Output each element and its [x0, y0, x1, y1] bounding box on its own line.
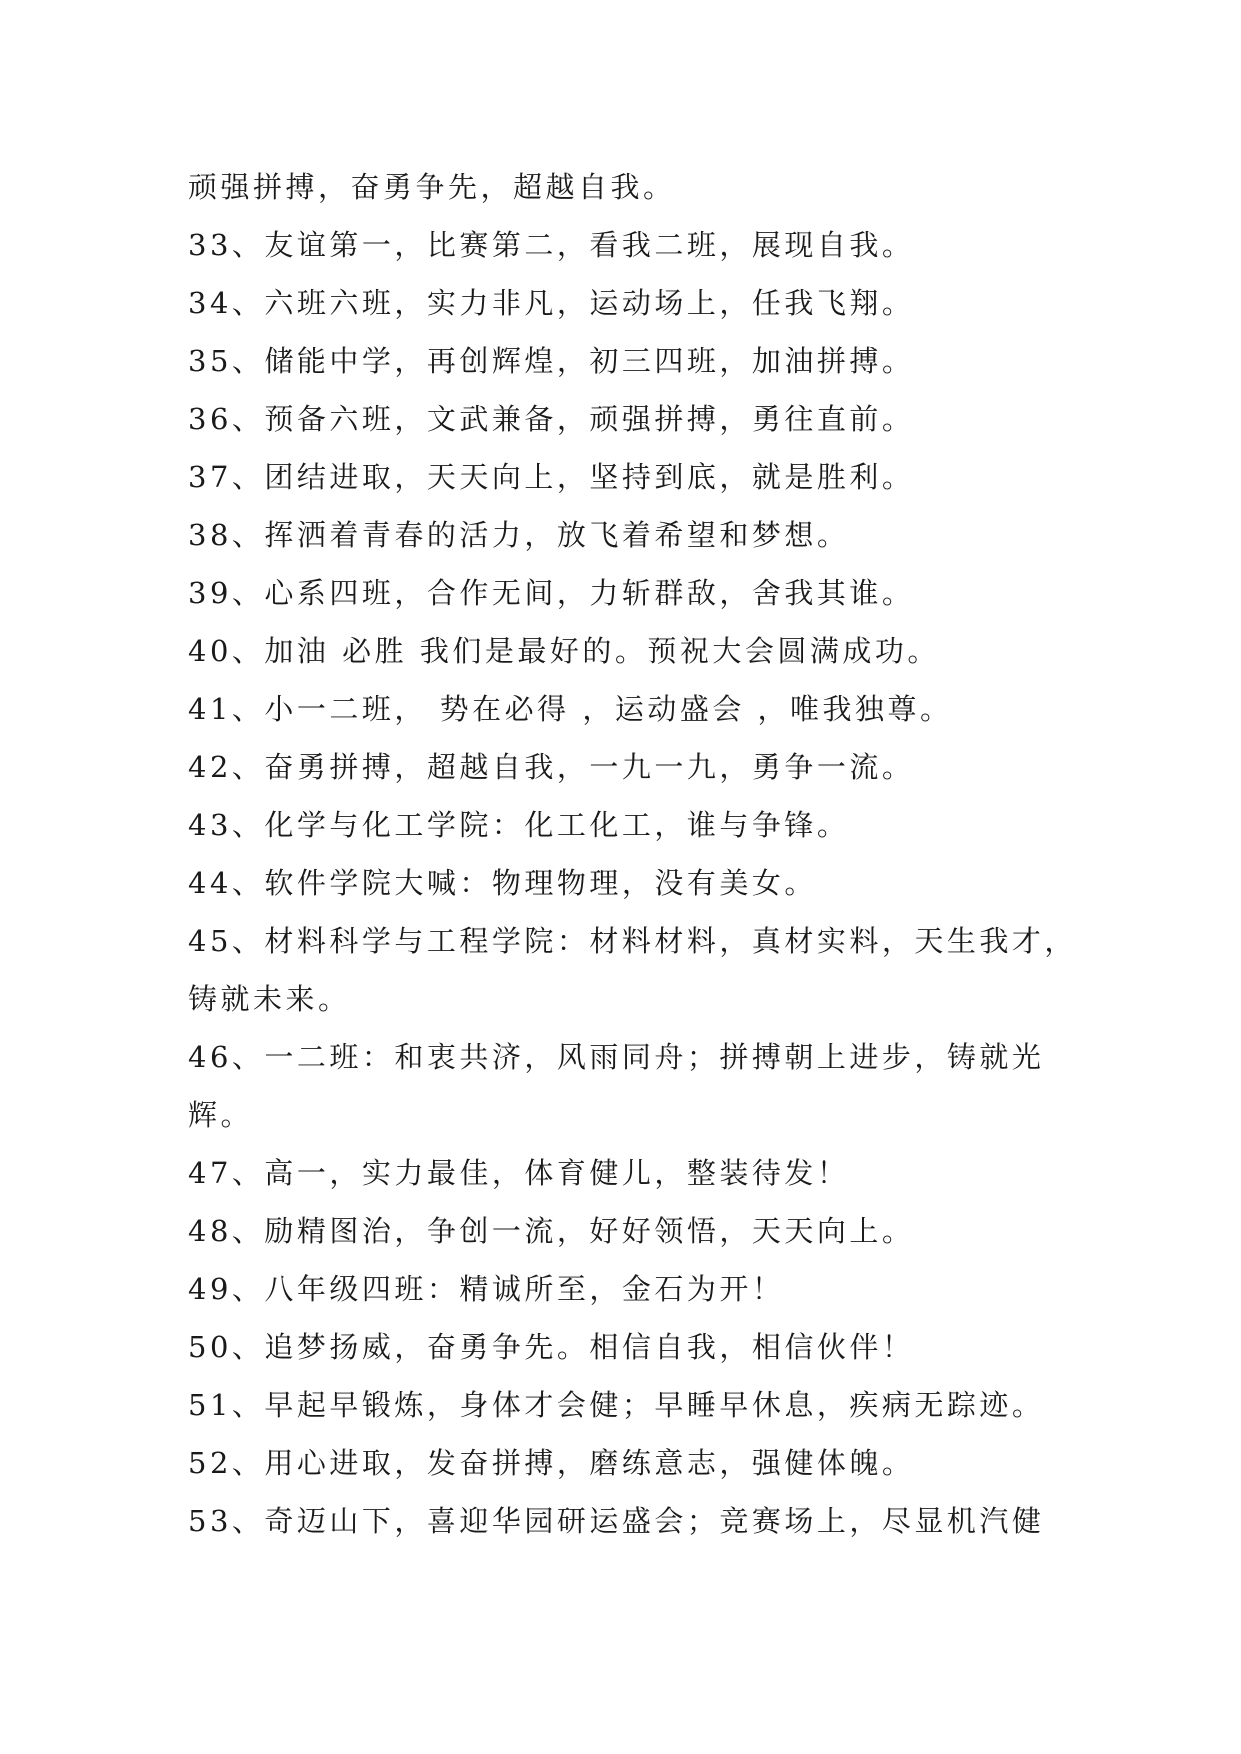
text-line: 39、心系四班，合作无间，力斩群敌，舍我其谁。	[188, 576, 915, 610]
text-line: 40、加油 必胜 我们是最好的。预祝大会圆满成功。	[188, 634, 940, 668]
text-line: 33、友谊第一，比赛第二，看我二班，展现自我。	[188, 228, 915, 262]
text-line: 44、软件学院大喊：物理物理，没有美女。	[188, 866, 817, 900]
text-line: 36、预备六班，文武兼备，顽强拼搏，勇往直前。	[188, 402, 915, 436]
text-line: 45、材料科学与工程学院：材料材料，真材实料，天生我才，	[188, 924, 1077, 958]
text-line: 35、储能中学，再创辉煌，初三四班，加油拼搏。	[188, 344, 915, 378]
slogan-list	[188, 158, 1088, 1550]
text-line: 50、追梦扬威，奋勇争先。相信自我，相信伙伴！	[188, 1330, 915, 1364]
text-line: 52、用心进取，发奋拼搏，磨练意志，强健体魄。	[188, 1446, 915, 1480]
text-line: 46、一二班：和衷共济，风雨同舟；拼搏朝上进步，铸就光	[188, 1040, 1045, 1074]
text-line: 34、六班六班，实力非凡，运动场上，任我飞翔。	[188, 286, 915, 320]
text-line: 53、奇迈山下，喜迎华园研运盛会；竞赛场上，尽显机汽健	[188, 1504, 1045, 1538]
text-line: 42、奋勇拼搏，超越自我，一九一九，勇争一流。	[188, 750, 915, 784]
text-line: 43、化学与化工学院：化工化工，谁与争锋。	[188, 808, 850, 842]
text-line: 41、小一二班， 势在必得 ，运动盛会 ，唯我独尊。	[188, 692, 953, 726]
text-line: 48、励精图治，争创一流，好好领悟，天天向上。	[188, 1214, 915, 1248]
text-line: 51、早起早锻炼，身体才会健；早睡早休息，疾病无踪迹。	[188, 1388, 1045, 1422]
text-line: 38、挥洒着青春的活力，放飞着希望和梦想。	[188, 518, 850, 552]
text-line: 47、高一，实力最佳，体育健儿，整装待发！	[188, 1156, 850, 1190]
text-line: 49、八年级四班：精诚所至，金石为开！	[188, 1272, 785, 1306]
text-line: 辉。	[188, 1098, 254, 1132]
text-line: 铸就未来。	[188, 982, 351, 1016]
text-line: 37、团结进取，天天向上，坚持到底，就是胜利。	[188, 460, 915, 494]
text-line: 顽强拼搏，奋勇争先，超越自我。	[188, 170, 676, 204]
